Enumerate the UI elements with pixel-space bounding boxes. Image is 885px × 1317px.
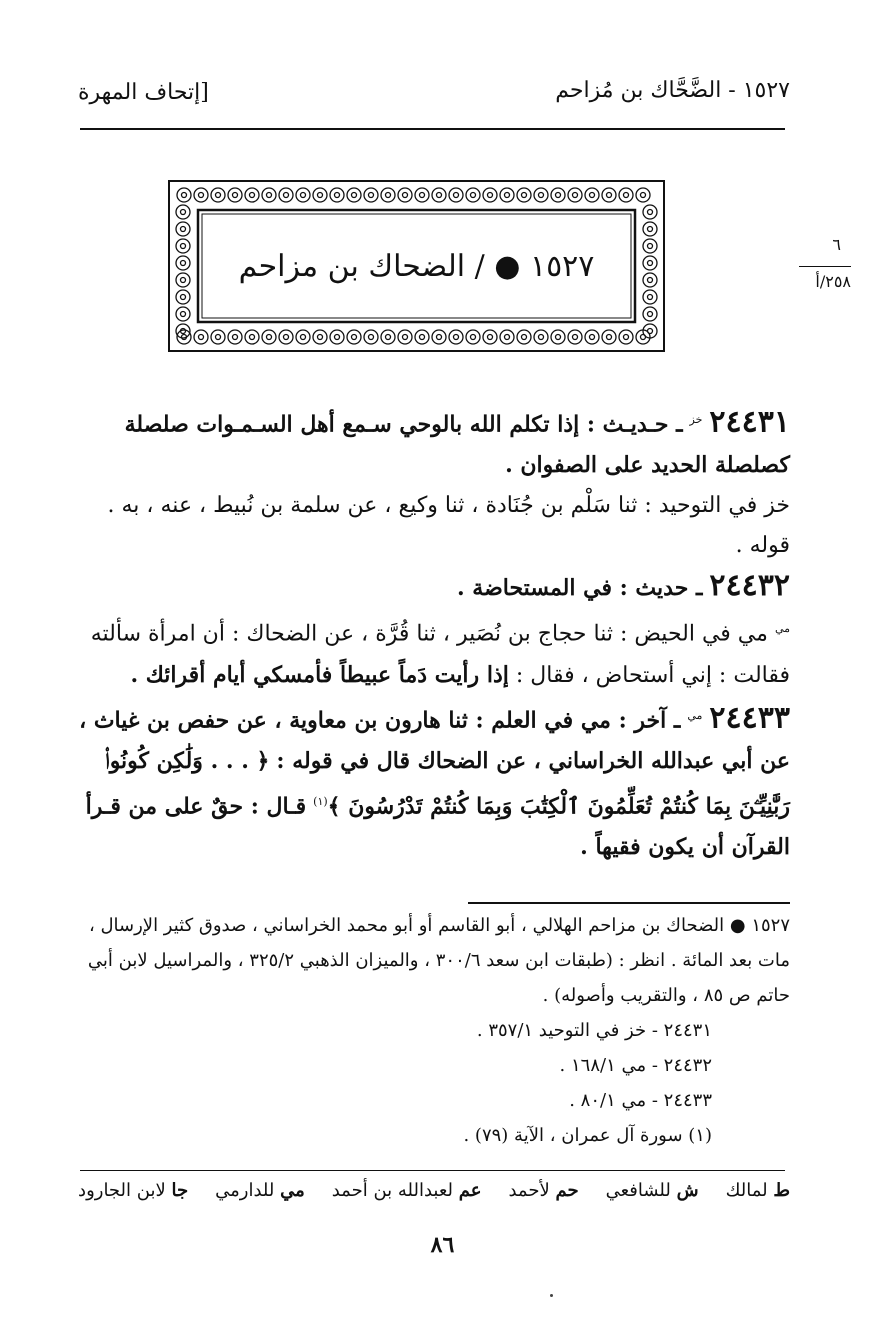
abbreviation-key [78,1180,790,1201]
hadith-entry-24431 [78,400,790,486]
footnote-ref: (١) [313,794,328,808]
abbr-item: مي للدارمي [215,1180,305,1201]
print-speck [550,1294,553,1297]
hadith-entry-24433 [78,696,790,869]
biography-title: ١٥٢٧ ● / الضحاك بن مزاحم [238,248,595,284]
footnote-source: ٢٤٤٣١ - خز في التوحيد ٣٥٧/١ . [476,1020,712,1041]
footnote-biography: ١٥٢٧ ● الضحاك بن مزاحم الهلالي ، أبو القاسم أو أبو محمد الخراساني ، صدوق كثير الإرسال ، مات بعد المائة . انظر : (طبقات ابن سعد ٣٠٠/٦ ، والميزان الذهبي ٣٢٥/٢ ، والمراسيل لابن أبي حاتم ص ٨٥ ، والتقريب وأصوله) . [87,915,790,1006]
main-text [78,400,790,868]
hadith-isnad [78,609,790,695]
hadith-number: ٢٤٤٣٢ [709,568,790,604]
page-number: ٨٦ [430,1232,455,1258]
footnotes [78,908,790,1153]
footnote-source: ٢٤٤٣٢ - مي ١٦٨/١ . [559,1055,712,1076]
isnad-text: مي في الحيض : ثنا حجاج بن نُصَير ، ثنا قُرَّة ، عن الضحاك : أن امرأة سألته فقالت : إني أستحاض ، فقال : [90,621,790,688]
running-header-book: [إتحاف المهرة [78,80,209,105]
footnote-quran-ref: (١) سورة آل عمران ، الآية (٧٩) . [463,1125,712,1146]
hadith-isnad: خز في التوحيد : ثنا سَلْم بن جُنَادة ، ثنا وكيع ، عن سلمة بن نُبيط ، عنه ، به . قوله . [107,493,790,559]
source-siglum: مي [774,622,790,636]
footnote-rule [468,902,790,904]
abbr-item: حم لأحمد [508,1180,579,1201]
abbr-item: جا لابن الجارود [78,1180,189,1201]
abbreviation-rule [80,1170,785,1171]
margin-rule [799,266,851,267]
hadith-conclusion: قـال : حقٌ على من قـرأ القرآن أن يكون فقيهاً . [85,793,790,861]
header-rule [80,128,785,130]
hadith-heading: ـ حديث : في المستحاضة . [456,575,703,602]
margin-volume-number: ٦ [832,235,841,254]
matn-text: إذا رأيت دَماً عبيطاً فأمسكي أيام أقرائك . [130,661,509,688]
abbr-item: ط لمالك [725,1180,790,1201]
hadith-heading: ـ آخر : مي في العلم : ثنا هارون بن معاوية ، عن حفص بن غياث ، عن أبي عبدالله الخراساني ، عن الضحاك قال في قوله : [79,706,790,774]
abbr-item: عم لعبدالله بن أحمد [331,1180,482,1201]
hadith-heading: ـ حـديـث : إذا تكلم الله بالوحي سـمع أهل السـمـوات صلصلة كصلصلة الحديد على الصفوان . [124,411,790,479]
hadith-number: ٢٤٤٣٣ [709,699,790,735]
abbr-item: ش للشافعي [605,1180,699,1201]
footnote-source: ٢٤٤٣٣ - مي ٨٠/١ . [569,1090,712,1111]
source-siglum: خز [689,413,703,426]
quran-verse: ﴿ . . . وَلَٰكِن كُونُوا۟ رَبَّٰنِيِّـۧنَ بِمَا كُنتُمْ تُعَلِّمُونَ ٱلْكِتَٰبَ وَبِمَا كُنتُمْ تَدْرُسُونَ ﴾ [104,747,790,820]
source-siglum: مي [687,708,703,722]
hadith-entry-24432 [78,566,790,609]
hadith-number: ٢٤٤٣١ [709,404,790,440]
running-header-chapter: ١٥٢٧ - الضَّحَّاك بن مُزاحم [555,78,790,103]
margin-manuscript-ref: ٢٥٨/أ [815,272,851,291]
